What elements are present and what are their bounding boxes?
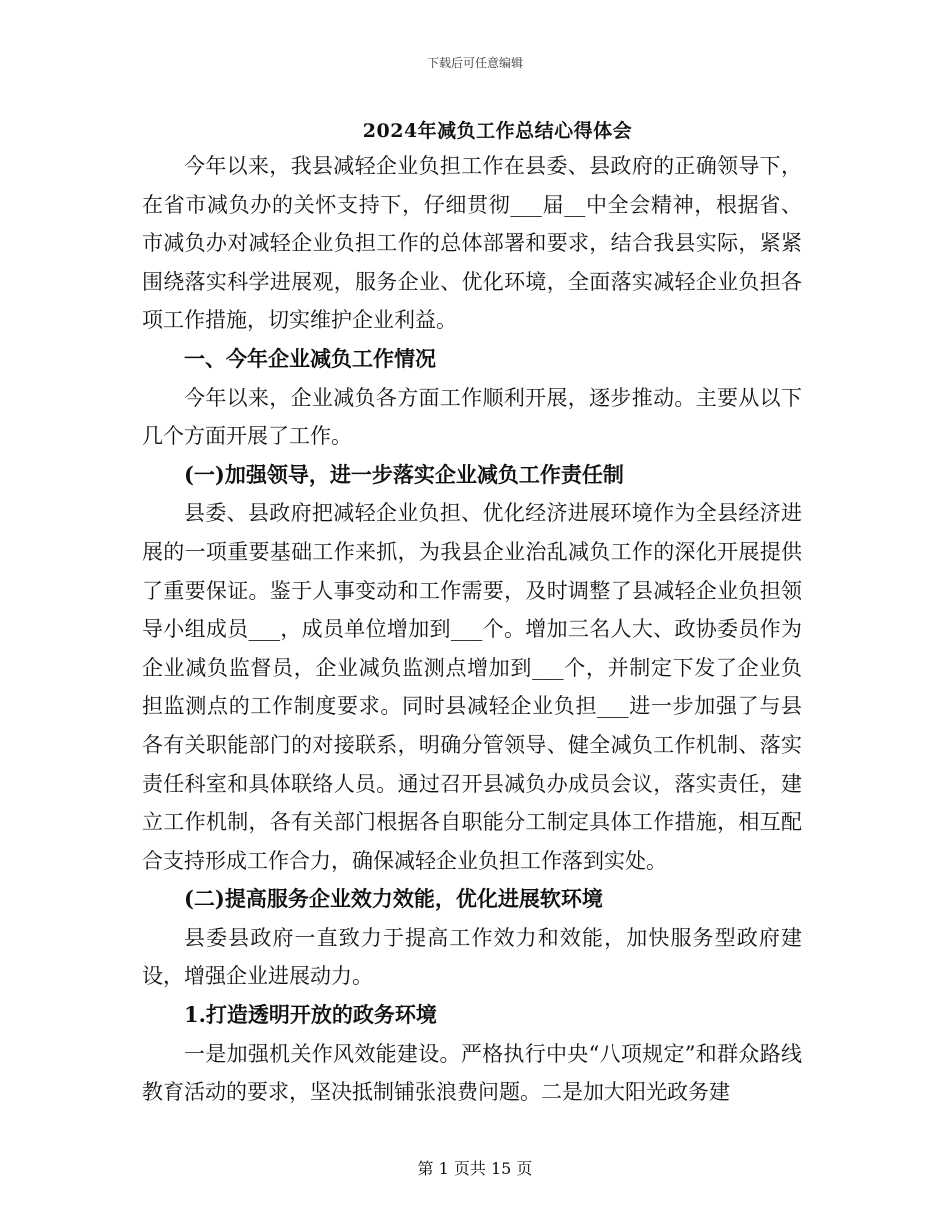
subsection-heading-1: (一)加强领导，进一步落实企业减负工作责任制 [184, 461, 624, 487]
paragraph-service: 县委县政府一直致力于提高工作效力和效能，加快服务型政府建设，增强企业进展动力。 [142, 925, 802, 989]
paragraph-intro: 今年以来，我县减轻企业负担工作在县委、县政府的正确领导下，在省市减负办的关怀支持下，仔细贯彻___届__中全会精神，根据省、市减负办对减轻企业负担工作的总体部署和要求，结合我县实际，紧紧围绕落实科学进展观，服务企业、优化环境，全面落实减轻企业负担各项工作措施，切实维护企业利益。 [142, 154, 802, 333]
subsection-heading-2: (二)提高服务企业效力效能，优化进展软环境 [184, 886, 603, 912]
document-body [142, 147, 802, 1112]
paragraph-leadership: 县委、县政府把减轻企业负担、优化经济进展环境作为全县经济进展的一项重要基础工作来抓，为我县企业治乱减负工作的深化开展提供了重要保证。鉴于人事变动和工作需要，及时调整了县减轻企业负担领导小组成员___，成员单位增加到___个。增加三名人大、政协委员作为企业减负监督员，企业减负监测点增加到___个，并制定下发了企业负担监测点的工作制度要求。同时县减轻企业负担___进一步加强了与县各有关职能部门的对接联系，明确分管领导、健全减负工作机制、落实责任科室和具体联络人员。通过召开县减负办成员会议，落实责任，建立工作机制，各有关部门根据各自职能分工制定具体工作措施，相互配合支持形成工作合力，确保减轻企业负担工作落到实处。 [142, 501, 802, 873]
section-heading-1: 一、今年企业减负工作情况 [184, 345, 436, 371]
page-header-note: 下载后可任意编辑 [426, 56, 523, 70]
item-heading-1: 1.打造透明开放的政务环境 [184, 1002, 437, 1028]
paragraph-overview: 今年以来，企业减负各方面工作顺利开展，逐步推动。主要从以下几个方面开展了工作。 [142, 385, 802, 449]
document-title: 2024年减负工作总结心得体会 [362, 120, 633, 142]
page-number: 第 1 页共 15 页 [417, 1159, 533, 1178]
paragraph-government-affairs: 一是加强机关作风效能建设。严格执行中央“八项规定”和群众路线教育活动的要求，坚决抵制铺张浪费问题。二是加大阳光政务建 [142, 1041, 802, 1105]
